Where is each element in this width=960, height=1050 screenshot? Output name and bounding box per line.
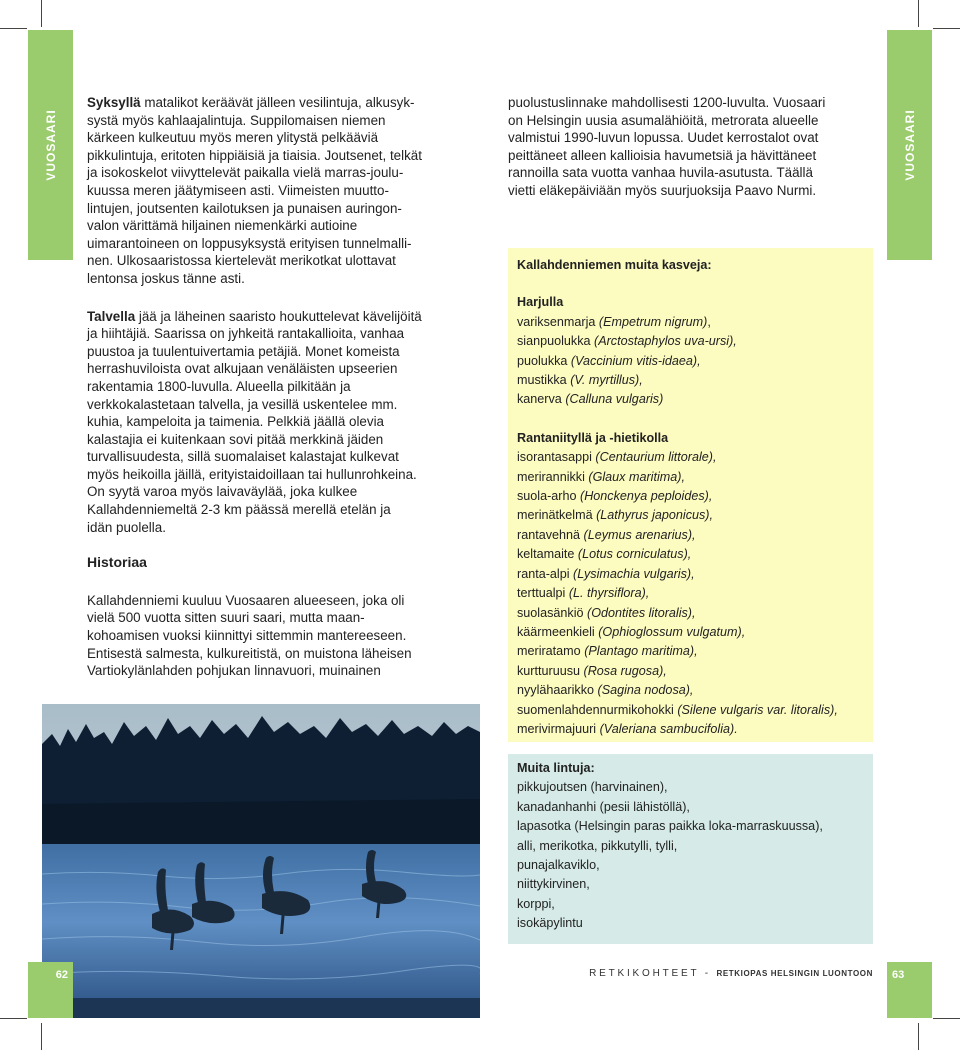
plant-item [517,623,867,642]
text-line: kuussa meren jäätymiseen asti. Viimeisten muutto- [87,182,389,198]
lead-word: Talvella [87,308,136,324]
plants-box [508,248,873,742]
crop-mark [0,1018,27,1019]
bird-item: alli, merikotka, pikkutylli, tylli, [517,838,678,853]
plant-common-name: rantavehnä [517,527,584,542]
plant-common-name: merirannikki [517,469,589,484]
plant-common-name: meriratamo [517,644,585,659]
plant-latin-name: (Rosa rugosa), [583,663,667,678]
text-line: puustoa ja tuulentuivertamia petäjiä. Monet komeista [87,343,400,359]
plant-latin-name: (Glaux maritima), [588,469,685,484]
text-line: lentonsa joskus tänne asti. [87,270,245,286]
bird-item: kanadanhanhi (pesii lähistöllä), [517,799,690,814]
plant-item [517,565,867,584]
plant-item [517,313,867,332]
plant-item [517,662,867,681]
plant-common-name: ranta-alpi [517,566,574,581]
lead-word: Syksyllä [87,95,141,110]
plant-latin-name: (Odontites litoralis), [587,605,696,620]
crop-mark [41,1023,42,1050]
bird-item: lapasotka (Helsingin paras paikka loka-marraskuussa), [517,819,823,834]
text-line: idän puolella. [87,519,166,535]
plant-common-name: suola-arho [517,489,581,504]
crop-mark [918,0,919,27]
plant-item [517,448,867,467]
footer-book-title: RETKIOPAS HELSINGIN LUONTOON [716,969,873,978]
text-line: systä myös kahlaajalintuja. Suppilomaisen niemen [87,112,386,128]
text-line: myös heikoilla jäillä, erityistaidoillaan tai hullunrohkeina. [87,466,417,482]
text-line: rannoilla sata vuotta vanhaa huvila-asutusta. Täällä [508,165,813,181]
section-heading: Historiaa [87,554,147,571]
text-line: peittäneet alleen kallioisia havumetsiä ja hävittäneet [508,147,817,163]
plant-latin-name: (Calluna vulgaris) [565,392,664,407]
plant-latin-name: (Ophioglossum vulgatum), [598,624,746,639]
plant-item [517,332,867,351]
plant-common-name: käärmeenkieli [517,624,599,639]
text-line: kohoamisen vuoksi kiinnittyi sittemmin mantereeseen. [87,628,407,644]
plant-latin-name: (Sagina nodosa), [597,683,694,698]
text-line: turvallisuudesta, sillä suomalaiset kalastajat kulkevat [87,449,399,465]
text-line: lintujen, joutsenten kailotuksen ja punaisen auringon- [87,200,402,216]
plant-common-name: merinätkelmä [517,508,597,523]
plant-common-name: suolasänkiö [517,605,588,620]
text-line: rakentamia 1800-luvulla. Alueella pilkitään ja [87,378,351,394]
text-line: valmistui 1990-luvun lopussa. Uudet kerrostalot ovat [508,130,819,146]
plant-item [517,584,867,603]
plant-common-name: variksenmarja [517,314,599,329]
text-line: kärkeen kulkeutuu myös meren ylitystä pelkääviä [87,130,379,146]
crop-mark [0,28,27,29]
page-number-label: 62 [55,969,68,981]
plant-latin-name: (Silene vulgaris var. litoralis), [677,702,838,717]
plant-item [517,390,867,409]
plant-common-name: puolukka [517,353,571,368]
text-line: Entisestä salmesta, kulkureitistä, on muistona läheisen [87,645,412,661]
text-line: ja isokoskelot viivyttelevät paikalla vielä marras-joulu- [87,165,404,181]
text-line: ja hiihtäjiä. Saarissa on jyhkeitä rantakallioita, vanhaa [87,326,405,342]
plant-latin-name: (Lysimachia vulgaris), [573,566,695,581]
text-line: Kallahdenniemi kuuluu Vuosaaren alueeseen, joka oli [87,592,405,608]
plant-item [517,526,867,545]
text-line: nen. Ulkosaaristossa kiertelevät merikotkat ulottavat [87,253,396,269]
swans-photo [42,704,480,1018]
plant-item [517,604,867,623]
side-tab-label: VUOSAARI [902,109,917,181]
plant-common-name: merivirmajuuri [517,721,600,736]
paragraph-winter [87,308,467,537]
plants-section-heading: Harjulla [517,295,564,310]
plant-latin-name: (Vaccinium vitis-idaea), [570,353,701,368]
plant-item [517,701,867,720]
text-line: verkkokalastetaan talvella, ja vesillä uskentelee mm. [87,396,398,412]
plant-item [517,681,867,700]
footer-series: RETKIKOHTEET - [589,968,717,979]
text-line: pikkulintuja, eritoten hippiäisiä ja tiaisia. Joutsenet, telkät [87,147,422,163]
plant-latin-name: (Honckenya peploides), [580,489,713,504]
side-tab-right [887,30,932,260]
plant-item [517,506,867,525]
crop-mark [41,0,42,27]
text-line: vietti eläkepäiviään myös suurjuoksija Paavo Nurmi. [508,182,817,198]
text-line: uimarantoineen on loppusyksystä erityisen tunnelmalli- [87,235,412,251]
text-line: valon värittämä hiljainen niemenkärki autioine [87,218,358,234]
text-line: vielä 500 vuotta sitten suuri saari, mutta maan- [87,610,365,626]
text-line: kalastajia ei kuitenkaan sovi pitää merkkinä jäiden [87,431,384,447]
birds-box-title: Muita lintuja: [517,761,595,775]
crop-mark [933,1018,960,1019]
text-line: jää ja läheinen saaristo houkuttelevat kävelijöitä [135,308,422,324]
plants-box-title: Kallahdenniemen muita kasveja: [517,258,712,272]
plant-common-name: isorantasappi [517,450,596,465]
paragraph-autumn [87,94,467,288]
bird-item: pikkujoutsen (harvinainen), [517,780,668,795]
text-line: herrashuviloista ovat alkujaan venäläisten upseerien [87,361,398,377]
plant-common-name: nyylähaarikko [517,683,598,698]
plant-item [517,545,867,564]
plant-latin-name: (L. thyrsiflora), [568,586,650,601]
side-tab-label: VUOSAARI [43,109,58,181]
bird-item: niittykirvinen, [517,877,590,892]
text-line: Vartiokylänlahden pohjukan linnavuori, muinainen [87,663,381,679]
plant-latin-name: (V. myrtillus), [570,373,643,388]
plants-section-heading: Rantaniityllä ja -hietikolla [517,430,669,445]
text-line: kuhia, kampeloita ja taimenia. Pelkkiä jäällä olevia [87,414,384,430]
plant-punctuation: , [707,314,711,329]
swans-photo-image [42,704,480,1018]
plant-latin-name: (Arctostaphylos uva-ursi), [594,334,737,349]
crop-mark [933,28,960,29]
plant-item [517,352,867,371]
birds-box [508,754,873,944]
page-number-right [887,962,932,1018]
plant-latin-name: (Empetrum nigrum) [598,314,708,329]
left-column [87,94,467,680]
plant-common-name: mustikka [517,373,571,388]
plant-latin-name: (Leymus arenarius), [583,527,696,542]
crop-mark [918,1023,919,1050]
plant-common-name: keltamaite [517,547,578,562]
running-footer [589,968,873,979]
paragraph-history [87,592,467,680]
plant-common-name: suomenlahdennurmikohokki [517,702,678,717]
plant-latin-name: (Lathyrus japonicus), [596,508,713,523]
bird-item: korppi, [517,896,555,911]
plant-item [517,468,867,487]
plant-latin-name: (Valeriana sambucifolia). [599,721,738,736]
plant-common-name: terttualpi [517,586,569,601]
page-number-label: 63 [892,969,905,981]
text-line: on Helsingin uusia asumalähiöitä, metrorata alueelle [508,112,819,128]
plant-common-name: sianpuolukka [517,334,595,349]
paragraph-history-cont [508,94,888,200]
bird-item: isokäpylintu [517,916,583,931]
plant-common-name: kanerva [517,392,566,407]
plant-item [517,371,867,390]
plant-latin-name: (Lotus corniculatus), [577,547,692,562]
plant-common-name: kurtturuusu [517,663,584,678]
plant-item [517,642,867,661]
text-line: On syytä varoa myös laivaväylää, joka kulkee [87,484,358,500]
text-line: matalikot keräävät jälleen vesilintuja, alkusyk- [140,95,415,110]
text-line: puolustuslinnake mahdollisesti 1200-luvulta. Vuosaari [508,95,826,110]
bird-item: punajalkaviklo, [517,858,600,873]
plant-latin-name: (Plantago maritima), [584,644,698,659]
page-number-left [28,962,73,1018]
right-column [508,94,888,200]
plant-latin-name: (Centaurium littorale), [595,450,717,465]
plant-item [517,720,867,739]
text-line: Kallahdenniemeltä 2-3 km päässä merellä etelän ja [87,502,391,518]
side-tab-left [28,30,73,260]
plant-item [517,487,867,506]
